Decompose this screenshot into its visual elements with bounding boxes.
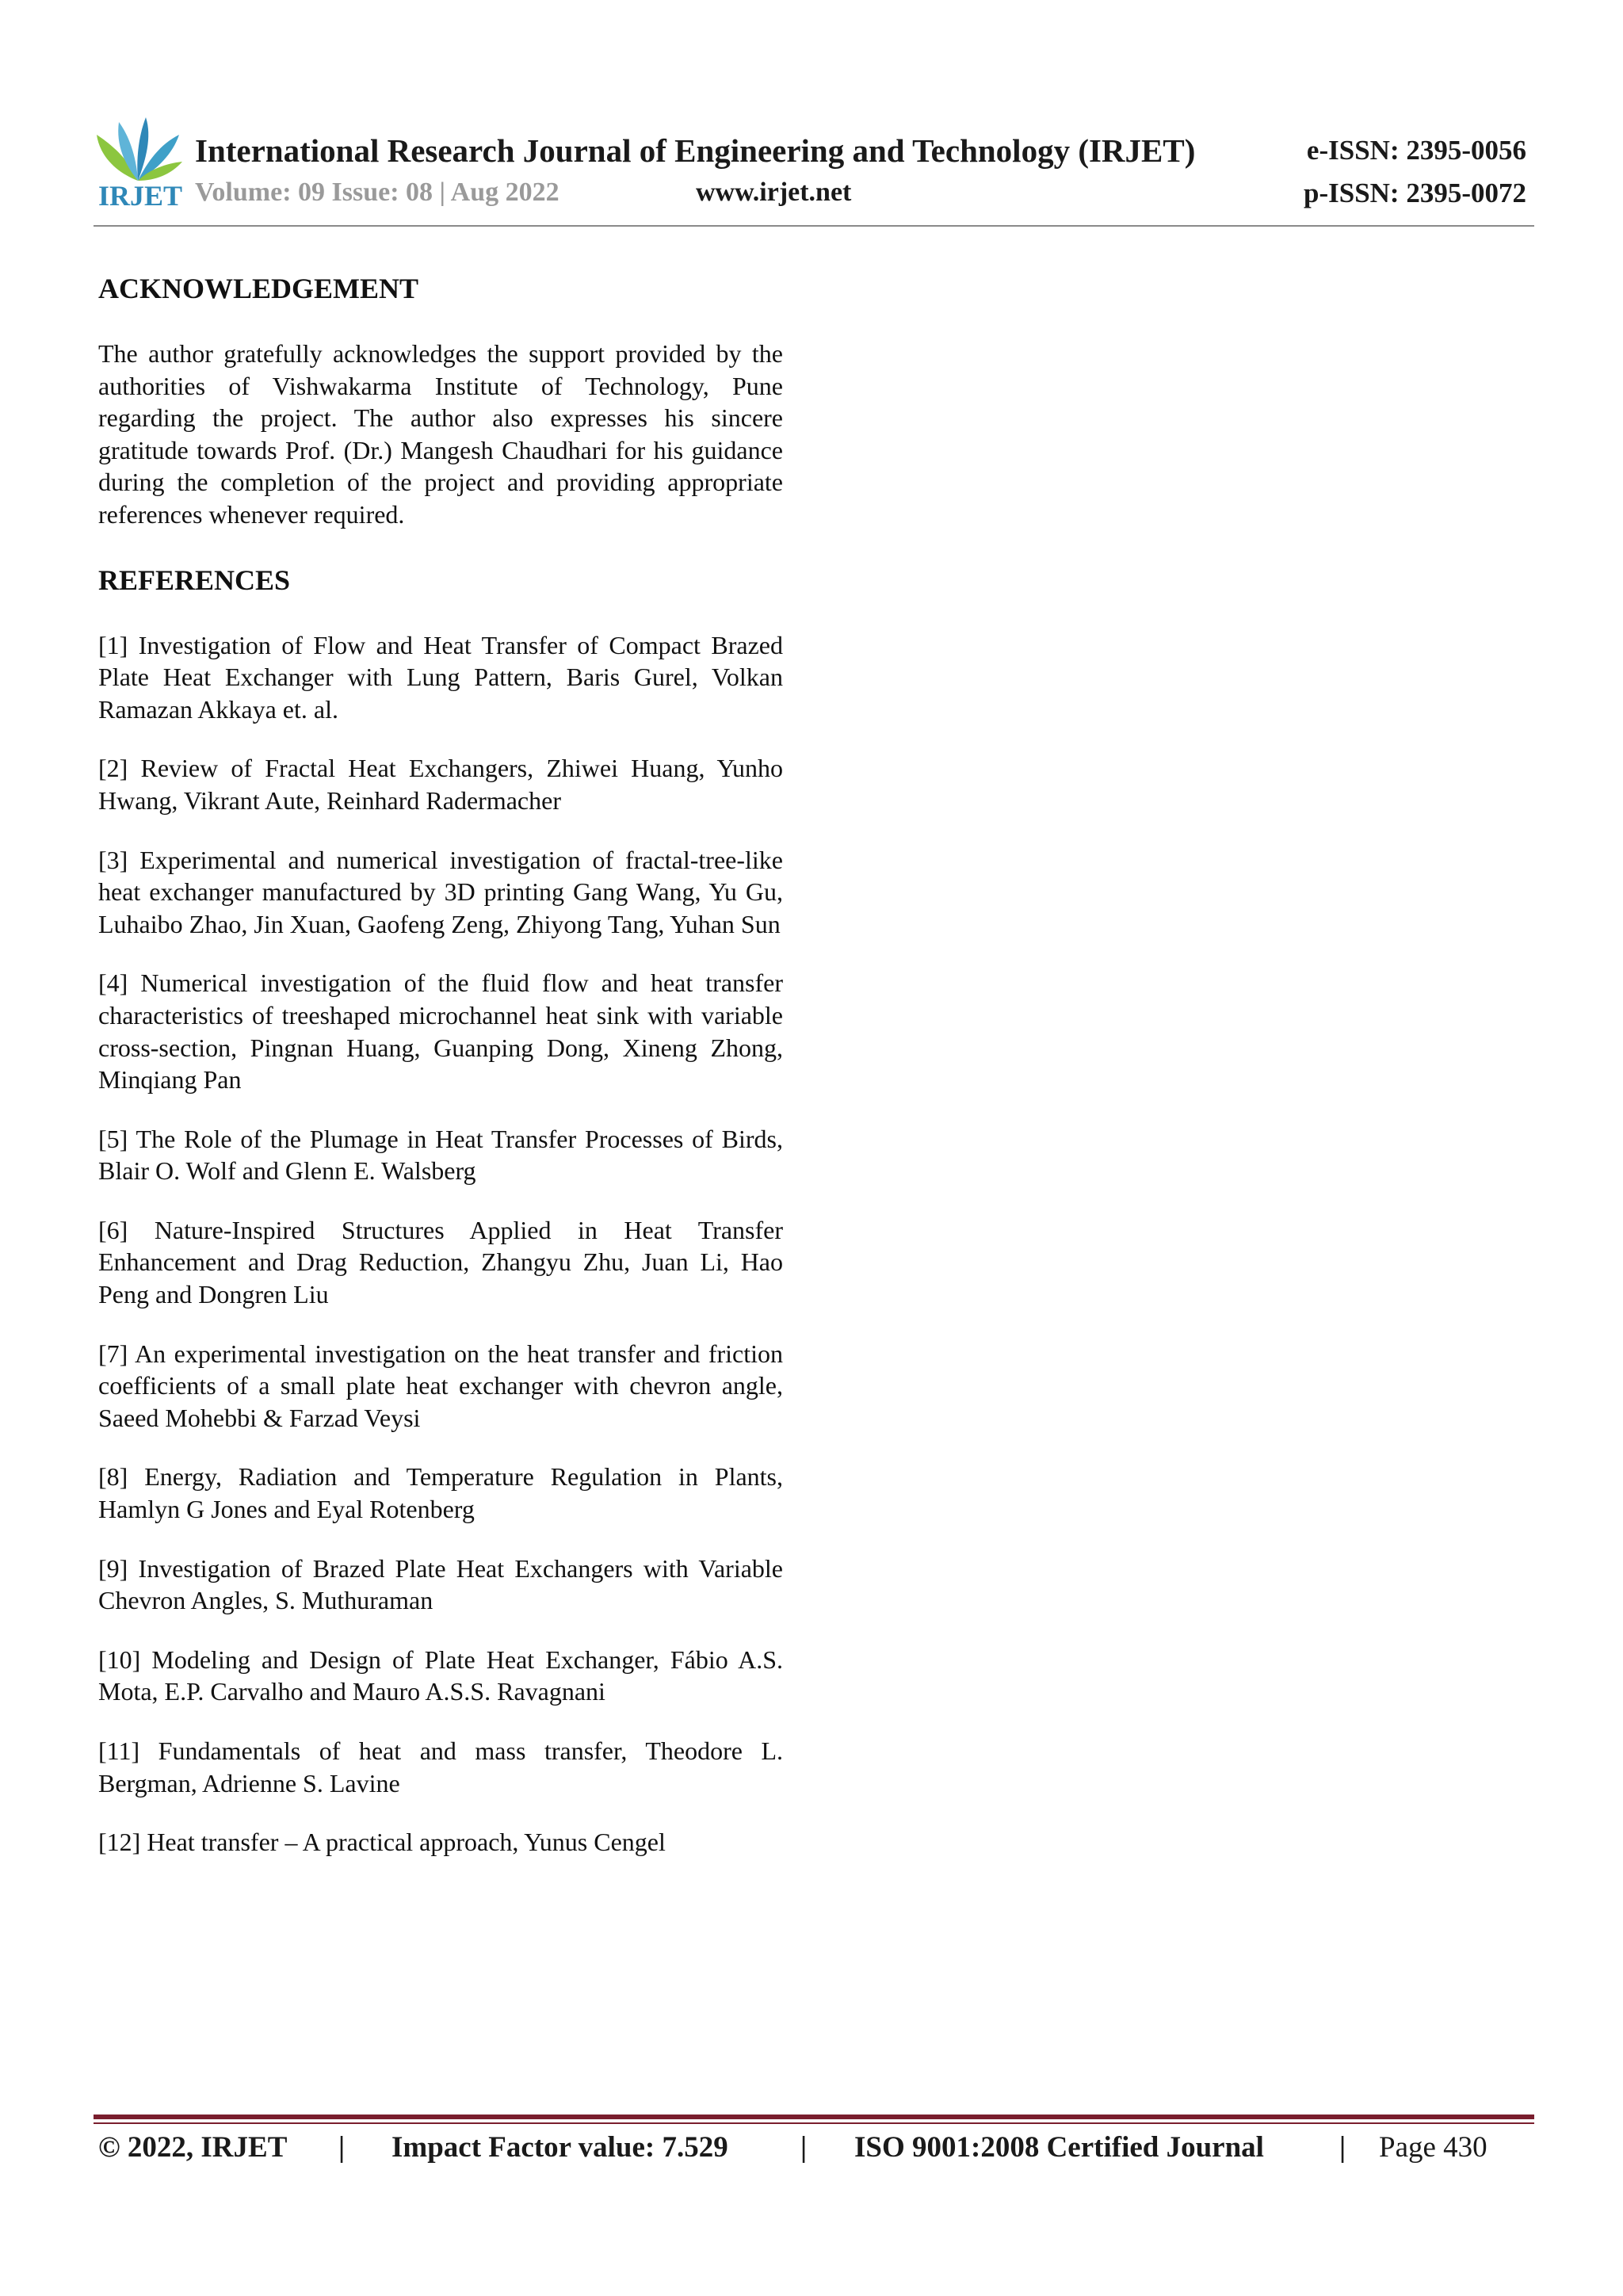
header-divider <box>94 225 1534 227</box>
logo-wordmark: IRJET <box>98 180 183 212</box>
footer-divider-thick <box>94 2115 1534 2119</box>
journal-website-link[interactable]: www.irjet.net <box>696 178 852 207</box>
reference-item: [10] Modeling and Design of Plate Heat Exchanger, Fábio A.S. Mota, E.P. Carvalho and Mauro A.S.S. Ravagnani <box>98 1645 783 1706</box>
references-heading: REFERENCES <box>98 563 291 596</box>
footer-impact-factor: Impact Factor value: 7.529 <box>391 2131 728 2164</box>
references-list <box>98 629 783 1859</box>
main-column <box>98 269 783 1885</box>
acknowledgement-heading: ACKNOWLEDGEMENT <box>98 273 419 304</box>
reference-item: [12] Heat transfer – A practical approach, Yunus Cengel <box>98 1828 666 1857</box>
footer-page-number: Page 430 <box>1379 2131 1487 2164</box>
journal-title: International Research Journal of Engineering and Technology (IRJET) <box>195 132 1196 169</box>
reference-item: [4] Numerical investigation of the fluid flow and heat transfer characteristics of treeshaped microchannel heat sink with variable cross-section, Pingnan Huang, Guanping Dong, Xineng Zhong, Minqiang Pan <box>98 968 783 1095</box>
footer-separator: | <box>1339 2131 1346 2164</box>
footer-iso-certification: ISO 9001:2008 Certified Journal <box>854 2131 1264 2164</box>
leaf-logo-icon <box>94 117 182 184</box>
reference-item: [3] Experimental and numerical investigation of fractal-tree-like heat exchanger manufactured by 3D printing Gang Wang, Yu Gu, Luhaibo Zhao, Jin Xuan, Gaofeng Zeng, Zhiyong Tang, Yuhan Sun <box>98 845 783 938</box>
volume-issue: Volume: 09 Issue: 08 | Aug 2022 <box>195 178 559 207</box>
p-issn: p-ISSN: 2395-0072 <box>1303 178 1526 208</box>
reference-item: [11] Fundamentals of heat and mass transfer, Theodore L. Bergman, Adrienne S. Lavine <box>98 1736 783 1797</box>
acknowledgement-text: The author gratefully acknowledges the support provided by the authorities of Vishwakarma Institute of Technology, Pune regarding the project. The author also expresses his sincere gratitude towards Prof. (Dr.) Mangesh Chaudhari for his guidance during the completion of the project and providing appropriate references whenever required. <box>98 339 783 529</box>
reference-item: [6] Nature-Inspired Structures Applied in Heat Transfer Enhancement and Drag Reduction, Zhangyu Zhu, Juan Li, Hao Peng and Dongren Liu <box>98 1215 783 1309</box>
reference-item: [8] Energy, Radiation and Temperature Regulation in Plants, Hamlyn G Jones and Eyal Rotenberg <box>98 1462 783 1524</box>
e-issn: e-ISSN: 2395-0056 <box>1306 135 1526 166</box>
reference-item: [9] Investigation of Brazed Plate Heat Exchangers with Variable Chevron Angles, S. Muthuraman <box>98 1553 783 1615</box>
reference-item: [5] The Role of the Plumage in Heat Transfer Processes of Birds, Blair O. Wolf and Glenn E. Walsberg <box>98 1124 783 1186</box>
footer-separator: | <box>800 2131 808 2164</box>
reference-item: [1] Investigation of Flow and Heat Transfer of Compact Brazed Plate Heat Exchanger with Lung Pattern, Baris Gurel, Volkan Ramazan Akkaya et. al. <box>98 630 783 724</box>
footer-copyright: © 2022, IRJET <box>98 2131 288 2164</box>
footer-divider-thin <box>94 2122 1534 2124</box>
reference-item: [2] Review of Fractal Heat Exchangers, Zhiwei Huang, Yunho Hwang, Vikrant Aute, Reinhard Radermacher <box>98 754 783 815</box>
footer-separator: | <box>338 2131 346 2164</box>
reference-item: [7] An experimental investigation on the heat transfer and friction coefficients of a small plate heat exchanger with chevron angle, Saeed Mohebbi & Farzad Veysi <box>98 1339 783 1432</box>
